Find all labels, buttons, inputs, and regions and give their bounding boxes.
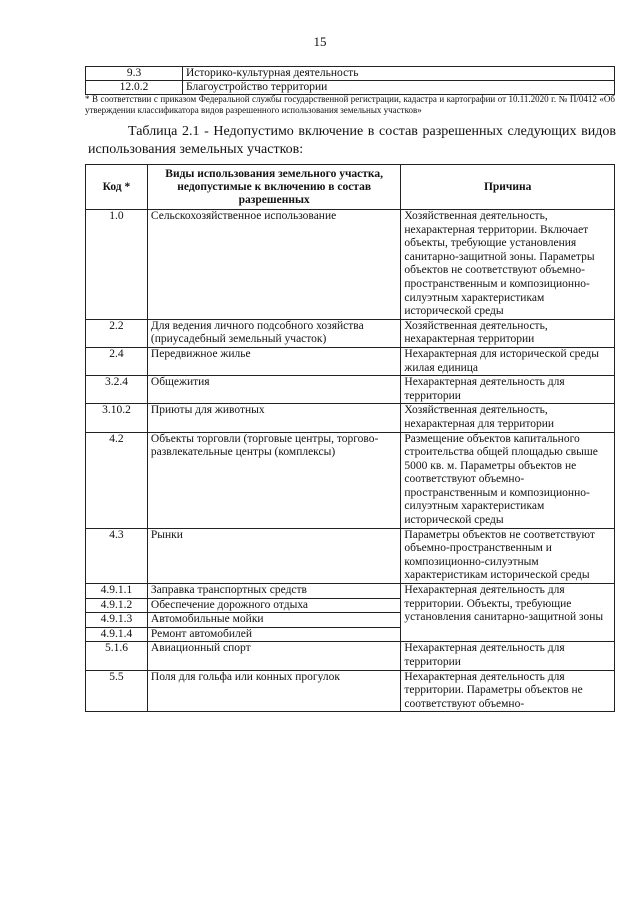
code-cell: 4.9.1.4 <box>86 627 148 642</box>
name-cell: Для ведения личного подсобного хозяйства (приусадебный земельный участок) <box>147 319 401 347</box>
code-cell: 4.9.1.1 <box>86 584 148 599</box>
name-cell: Приюты для животных <box>147 404 401 432</box>
table-row <box>86 670 615 712</box>
table-row <box>86 528 615 583</box>
table-row <box>86 210 615 320</box>
name-cell: Сельскохозяйственное использование <box>147 210 401 320</box>
name-cell: Заправка транспортных средств <box>147 584 401 599</box>
code-cell: 1.0 <box>86 210 148 320</box>
code-cell: 4.9.1.3 <box>86 613 148 628</box>
code-cell: 12.0.2 <box>86 81 183 95</box>
code-cell: 3.10.2 <box>86 404 148 432</box>
name-cell: Благоустройство территории <box>183 81 615 95</box>
name-cell: Историко-культурная деятельность <box>183 67 615 81</box>
reason-cell: Нехарактерная деятельность для территории. Объекты, требующие установления санитарно-защитной зоны <box>401 584 615 642</box>
table-row <box>86 584 615 599</box>
name-cell: Поля для гольфа или конных прогулок <box>147 670 401 712</box>
name-cell: Рынки <box>147 528 401 583</box>
header-type: Виды использования земельного участка, недопустимые к включению в состав разрешенных <box>147 165 401 210</box>
header-reason: Причина <box>401 165 615 210</box>
name-cell: Объекты торговли (торговые центры, торгово-развлекательные центры (комплексы) <box>147 432 401 528</box>
table-row <box>86 347 615 375</box>
reason-cell: Нехарактерная деятельность для территории <box>401 376 615 404</box>
reason-cell: Хозяйственная деятельность, нехарактерная территории. Включает объекты, требующие установления санитарно-защитной зоны. Параметры объектов не соответствуют объемно-пространственным и композиционно-силуэтным характеристикам исторической среды <box>401 210 615 320</box>
code-cell: 4.3 <box>86 528 148 583</box>
code-cell: 5.1.6 <box>86 642 148 670</box>
reason-cell: Размещение объектов капитального строительства общей площадью свыше 5000 кв. м. Параметры объектов не соответствуют объемно-пространственным и композиционно-силуэтным характеристикам исторической среды <box>401 432 615 528</box>
table-row <box>86 432 615 528</box>
table-row <box>86 319 615 347</box>
table-row <box>86 376 615 404</box>
reason-cell: Хозяйственная деятельность, нехарактерная для территории <box>401 404 615 432</box>
header-row <box>86 165 615 210</box>
header-code: Код * <box>86 165 148 210</box>
reason-cell: Параметры объектов не соответствуют объемно-пространственным и композиционно-силуэтным характеристикам исторической среды <box>401 528 615 583</box>
table-row <box>86 67 615 81</box>
reason-cell: Хозяйственная деятельность, нехарактерная территории <box>401 319 615 347</box>
code-cell: 9.3 <box>86 67 183 81</box>
code-cell: 2.2 <box>86 319 148 347</box>
code-cell: 2.4 <box>86 347 148 375</box>
page-number: 15 <box>313 34 327 49</box>
name-cell: Автомобильные мойки <box>147 613 401 628</box>
reason-cell: Нехарактерная деятельность для территории <box>401 642 615 670</box>
name-cell: Передвижное жилье <box>147 347 401 375</box>
footnote: * В соответствии с приказом Федеральной службы государственной регистрации, кадастра и картографии от 10.11.2020 г. № П/0412 «Об утверждении классификатора видов разрешенного использования земельных участков» <box>85 94 615 115</box>
code-cell: 4.9.1.2 <box>86 598 148 613</box>
reason-cell: Нехарактерная для исторической среды жилая единица <box>401 347 615 375</box>
table-row <box>86 81 615 95</box>
code-cell: 5.5 <box>86 670 148 712</box>
name-cell: Авиационный спорт <box>147 642 401 670</box>
table-row <box>86 642 615 670</box>
name-cell: Общежития <box>147 376 401 404</box>
name-cell: Ремонт автомобилей <box>147 627 401 642</box>
prohibited-uses-table <box>85 164 615 712</box>
table-caption: Таблица 2.1 - Недопустимо включение в состав разрешенных следующих видов использования земельных участков: <box>88 124 616 157</box>
table-row <box>86 404 615 432</box>
top-table <box>85 66 615 95</box>
code-cell: 3.2.4 <box>86 376 148 404</box>
reason-cell: Нехарактерная деятельность для территории. Параметры объектов не соответствуют объемно- <box>401 670 615 712</box>
name-cell: Обеспечение дорожного отдыха <box>147 598 401 613</box>
code-cell: 4.2 <box>86 432 148 528</box>
